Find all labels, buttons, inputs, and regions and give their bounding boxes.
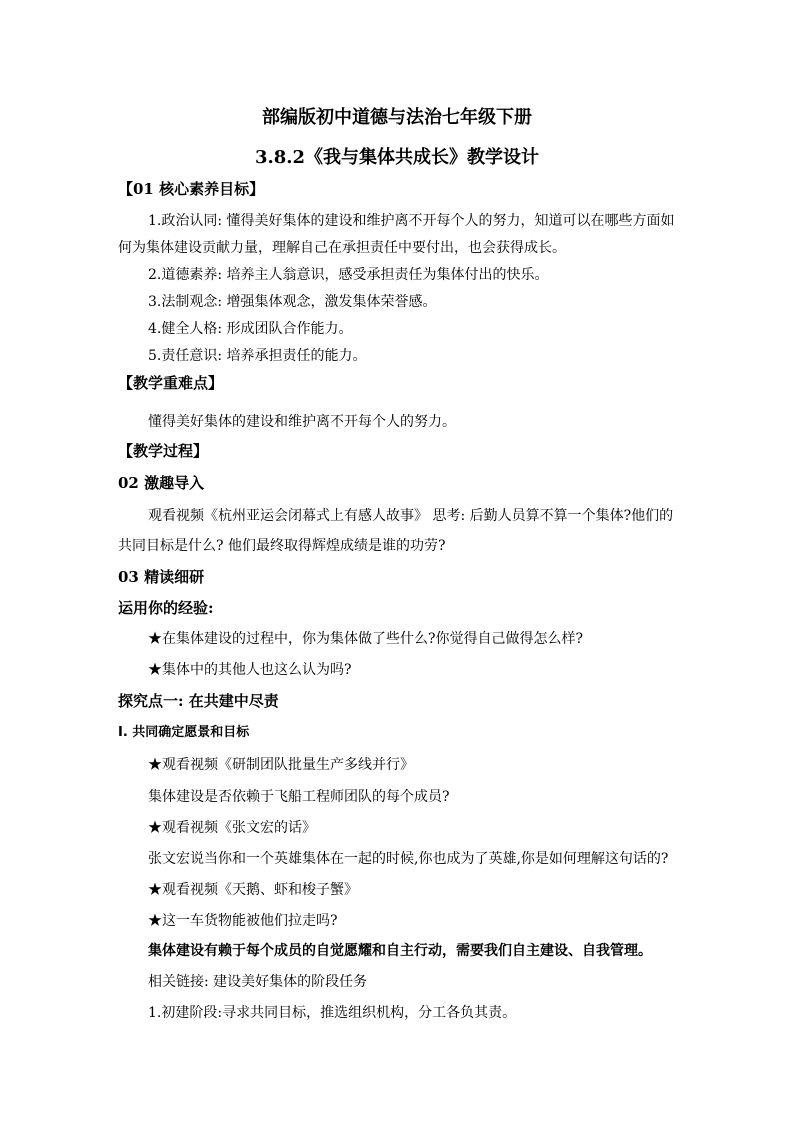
experience-item: ★在集体建设的过程中，你为集体做了些什么?你觉得自己做得怎么样? <box>148 631 584 647</box>
section-heading-goals: 【01 核心素养目标】 <box>118 180 265 198</box>
goal-line: 2.道德素养: 培养主人翁意识，感受承担责任为集体付出的快乐。 <box>148 267 549 283</box>
study-heading: 03 精读细研 <box>118 568 205 586</box>
experience-item: ★集体中的其他人也这么认为吗? <box>148 662 352 678</box>
intro-line: 共同目标是什么? 他们最终取得辉煌成绩是谁的功劳? <box>118 538 446 554</box>
key-points-text: 懂得美好集体的建设和维护离不开每个人的努力。 <box>148 414 456 430</box>
section-heading-process: 【教学过程】 <box>118 442 209 460</box>
explore-item: ★观看视频《张文宏的话》 <box>148 820 316 836</box>
goal-line: 5.责任意识: 培养承担责任的能力。 <box>148 348 367 364</box>
stage-item: 1.初建阶段:寻求共同目标，推选组织机构，分工各负其责。 <box>148 1005 517 1021</box>
explore-subheading: Ⅰ. 共同确定愿景和目标 <box>118 725 250 740</box>
explore-item: ★观看视频《研制团队批量生产多线并行》 <box>148 757 414 773</box>
intro-line: 观看视频《杭州亚运会闭幕式上有感人故事》 思考: 后勤人员算不算一个集体?他们的 <box>148 508 674 524</box>
explore-heading: 探究点一: 在共建中尽责 <box>118 692 279 710</box>
related-link-text: 相关链接: 建设美好集体的阶段任务 <box>148 974 368 990</box>
explore-item: ★观看视频《天鹅、虾和梭子蟹》 <box>148 882 358 898</box>
goal-line: 3.法制观念: 增强集体观念，激发集体荣誉感。 <box>148 294 437 310</box>
explore-item: ★这一车货物能被他们拉走吗? <box>148 913 338 929</box>
experience-heading: 运用你的经验: <box>118 599 214 617</box>
intro-heading: 02 激趣导入 <box>118 474 205 492</box>
explore-item: 张文宏说当你和一个英雄集体在一起的时候,你也成为了英雄,你是如何理解这句话的? <box>148 851 669 867</box>
goal-line: 4.健全人格: 形成团队合作能力。 <box>148 321 353 337</box>
section-heading-key-points: 【教学重难点】 <box>118 374 224 392</box>
goal-line: 1.政治认同: 懂得美好集体的建设和维护离不开每个人的努力，知道可以在哪些方面如 <box>148 213 675 229</box>
conclusion-text: 集体建设有赖于每个成员的自觉愿耀和自主行动，需要我们自主建设、自我管理。 <box>148 943 652 959</box>
explore-item: 集体建设是否依赖于飞船工程师团队的每个成员? <box>148 789 450 805</box>
document-subtitle: 3.8.2《我与集体共成长》教学设计 <box>254 147 540 168</box>
goal-line: 何为集体建设贡献力量，理解自己在承担责任中要付出，也会获得成长。 <box>118 240 566 256</box>
document-title: 部编版初中道德与法治七年级下册 <box>262 107 532 128</box>
